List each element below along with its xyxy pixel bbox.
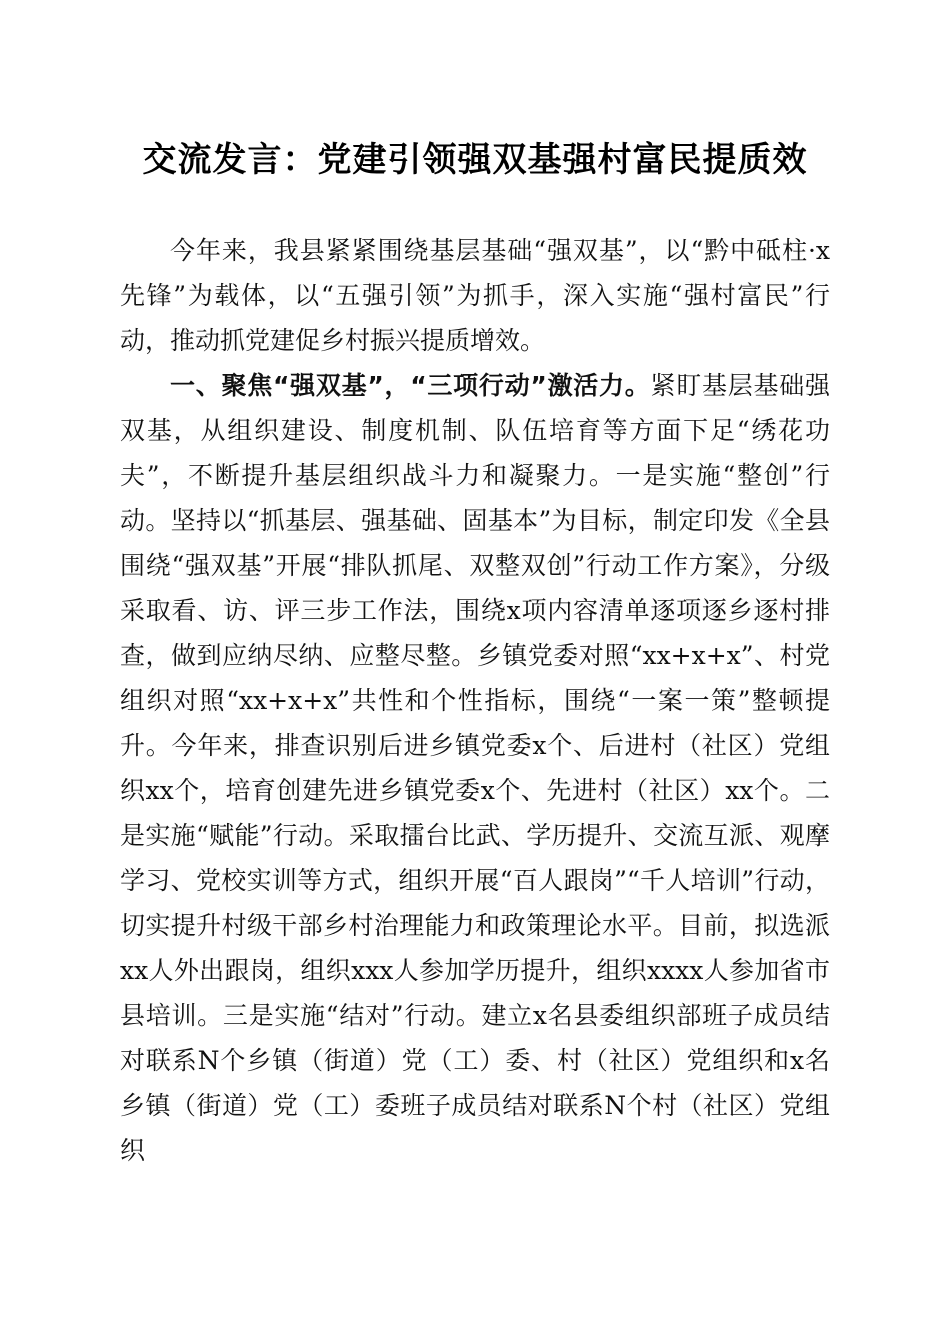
section-one-heading: 一、聚焦“强双基”，“三项行动”激活力。 <box>170 371 651 400</box>
intro-paragraph-text: 今年来，我县紧紧围绕基层基础“强双基”，以“黔中砥柱·x先锋”为载体，以“五强引领”为抓手，深入实施“强村富民”行动，推动抓党建促乡村振兴提质增效。 <box>120 236 830 355</box>
section-one-text: 紧盯基层基础强双基，从组织建设、制度机制、队伍培育等方面下足“绣花功夫”，不断提升基层组织战斗力和凝聚力。一是实施“整创”行动。坚持以“抓基层、强基础、固基本”为目标，制定印发《全县围绕“强双基”开展“排队抓尾、双整双创”行动工作方案》，分级采取看、访、评三步工作法，围绕x项内容清单逐项逐乡逐村排查，做到应纳尽纳、应整尽整。乡镇党委对照“xx+x+x”、村党组织对照“xx+x+x”共性和个性指标，围绕“一案一策”整顿提升。今年来，排查识别后进乡镇党委x个、后进村（社区）党组织xx个，培育创建先进乡镇党委x个、先进村（社区）xx个。二是实施“赋能”行动。采取擂台比武、学历提升、交流互派、观摩学习、党校实训等方式，组织开展“百人跟岗”“千人培训”行动，切实提升村级干部乡村治理能力和政策理论水平。目前，拟选派xx人外出跟岗，组织xxx人参加学历提升，组织xxxx人参加省市县培训。三是实施“结对”行动。建立x名县委组织部班子成员结对联系N个乡镇（街道）党（工）委、村（社区）党组织和x名乡镇（街道）党（工）委班子成员结对联系N个村（社区）党组织 <box>120 371 830 1165</box>
section-one-paragraph <box>120 363 830 1173</box>
document-body <box>120 228 830 1173</box>
document-title: 交流发言：党建引领强双基强村富民提质效 <box>142 140 808 180</box>
intro-paragraph <box>120 228 830 363</box>
